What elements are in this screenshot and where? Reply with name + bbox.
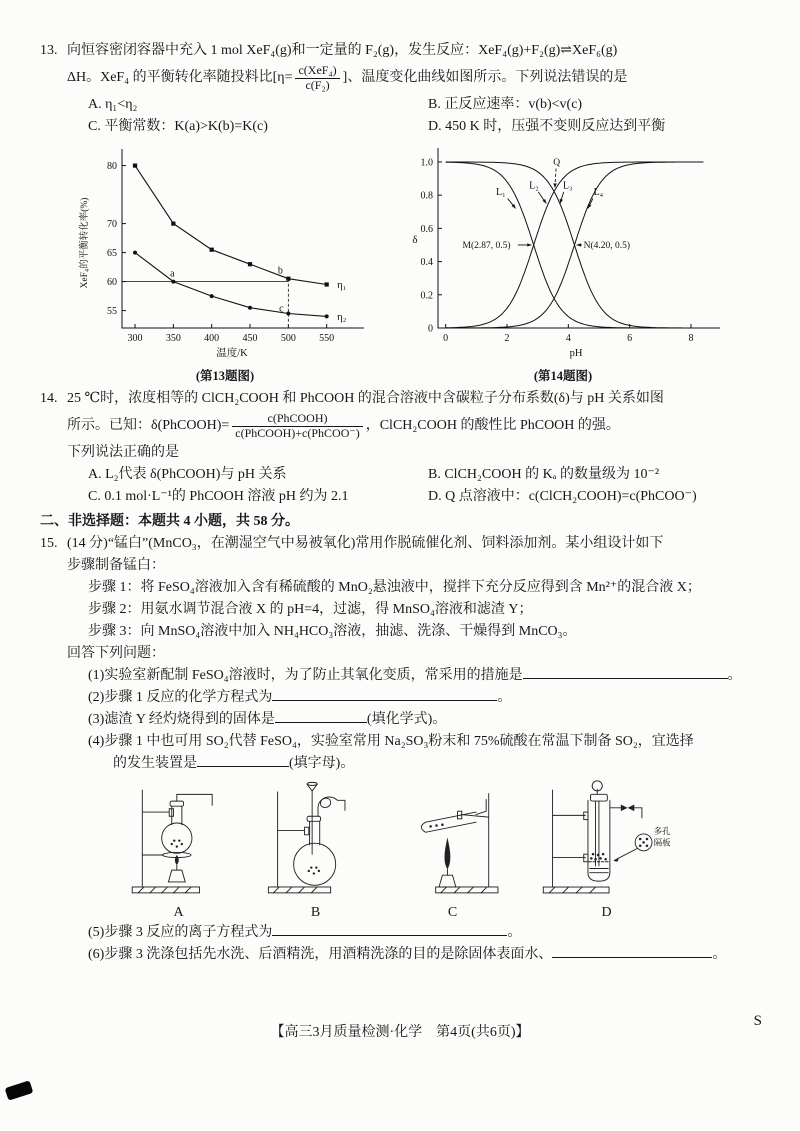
figure-14	[400, 142, 726, 384]
svg-text:450: 450	[242, 333, 258, 344]
apparatus-c	[402, 780, 503, 921]
answer-blank-2	[272, 687, 497, 701]
apparatus-b-diagram	[265, 780, 366, 898]
q15-step-3: 步骤 3：向 MnSO₄溶液中加入 NH₄HCO₃溶液，抽滤、洗涤、干燥得到 MnCO₃。	[88, 624, 577, 639]
svg-text:350: 350	[165, 333, 181, 344]
q15-sub4-text: 的发生装置是	[113, 756, 197, 771]
q13-fraction	[295, 64, 339, 93]
svg-text:δ: δ	[412, 234, 418, 246]
apparatus-a	[128, 780, 229, 921]
q15-sub4-post: (填字母)。	[289, 756, 355, 771]
svg-text:M(2.87, 0.5): M(2.87, 0.5)	[462, 240, 511, 251]
q13-line2-pre: ΔH。XeF₄ 的平衡转化率随投料比[η=	[67, 70, 293, 85]
svg-text:80: 80	[107, 161, 117, 173]
apparatus-b	[265, 780, 366, 921]
svg-text:300: 300	[127, 333, 143, 344]
svg-text:70: 70	[107, 219, 117, 231]
svg-text:温度/K: 温度/K	[216, 348, 248, 359]
q14-line2	[67, 410, 762, 442]
svg-text:L₃: L₃	[562, 180, 573, 192]
svg-text:550: 550	[319, 333, 335, 344]
q13-line1	[40, 40, 762, 62]
porous-plate-label-top: 多孔	[653, 825, 671, 836]
q14-options	[88, 464, 762, 508]
svg-text:L₄: L₄	[593, 187, 604, 199]
figures-row	[40, 142, 762, 384]
svg-text:65: 65	[107, 248, 117, 260]
q15-sub-1	[88, 665, 762, 687]
q15-sub-6	[88, 944, 762, 966]
question-14	[40, 388, 762, 508]
q15-sub-2	[88, 687, 762, 709]
apparatus-c-diagram	[402, 780, 503, 898]
svg-text:0.6: 0.6	[420, 223, 433, 235]
q13-frac-numerator: c(XeF₄)	[295, 64, 339, 79]
q14-line3: 下列说法正确的是	[67, 445, 179, 460]
apparatus-a-label: A	[173, 905, 184, 920]
apparatus-c-label: C	[447, 905, 458, 920]
apparatus-b-label: B	[310, 905, 321, 920]
q14-option-c: C. 0.1 mol·L⁻¹的 PhCOOH 溶液 pH 约为 2.1	[88, 489, 349, 504]
figure-13	[76, 142, 374, 384]
q15-sub1-text: (1)实验室新配制 FeSO₄溶液时，为了防止其氧化变质，常采用的措施是	[88, 668, 523, 683]
q15-sub-4-line2	[113, 753, 762, 775]
q15-intro-line1	[40, 533, 762, 555]
q15-number: 15.	[40, 536, 58, 551]
apparatus-d	[539, 780, 674, 921]
q15-sub3-text: (3)滤渣 Y 经灼烧得到的固体是	[88, 712, 275, 727]
q15-sub2-text: (2)步骤 1 反应的化学方程式为	[88, 690, 273, 705]
question-13	[40, 40, 762, 138]
svg-text:2: 2	[504, 333, 510, 344]
q13-option-b: B. 正反应速率：v(b)<v(c)	[428, 97, 583, 112]
section-2-header: 二、非选择题：本题共 4 小题，共 58 分。	[40, 514, 299, 529]
q15-sub1-post: 。	[727, 668, 742, 683]
q13-line1-text: 向恒容密闭容器中充入 1 mol XeF₄(g)和一定量的 F₂(g)，发生反应：XeF₄(g)+F₂(g)⇌XeF₆(g)	[67, 43, 618, 58]
q14-frac-numerator: c(PhCOOH)	[232, 412, 362, 427]
q14-number: 14.	[40, 391, 58, 406]
q13-option-d: D. 450 K 时，压强不变则反应达到平衡	[428, 119, 666, 134]
q13-options	[88, 94, 762, 138]
q13-option-c: C. 平衡常数：K(a)>K(b)=K(c)	[88, 119, 268, 134]
svg-text:0.8: 0.8	[420, 190, 433, 202]
q14-option-b: B. ClCH₂COOH 的 Kₐ 的数量级为 10⁻²	[428, 467, 660, 482]
svg-text:Q: Q	[553, 157, 561, 168]
q14-line1-text: 25 ℃时，浓度相等的 ClCH₂COOH 和 PhCOOH 的混合溶液中含碳粒子分布系数(δ)与 pH 关系如图	[67, 391, 664, 406]
apparatus-a-diagram	[128, 780, 229, 898]
q15-sub-4-line1: (4)步骤 1 中也可用 SO₂代替 FeSO₄，实验室常用 Na₂SO₃粉末和 75%硫酸在常温下制备 SO₂，宜选择	[88, 734, 694, 749]
q15-sub3-post: (填化学式)。	[366, 712, 447, 727]
apparatus-row	[40, 780, 762, 921]
apparatus-d-diagram	[539, 780, 674, 898]
svg-text:8: 8	[688, 333, 694, 344]
q14-line2-post: ，ClCH₂COOH 的酸性比 PhCOOH 的强。	[365, 418, 620, 433]
svg-text:500: 500	[280, 333, 296, 344]
svg-text:1.0: 1.0	[420, 157, 433, 169]
question-15	[40, 533, 762, 966]
svg-text:0.4: 0.4	[420, 257, 433, 269]
q15-sub6-text: (6)步骤 3 洗涤包括先水洗、后酒精洗，用酒精洗涤的目的是除固体表面水、	[88, 947, 553, 962]
figure-13-caption: (第13题图)	[195, 369, 255, 383]
svg-text:L₂: L₂	[529, 180, 539, 192]
q14-line1	[40, 388, 762, 410]
svg-text:η₁: η₁	[337, 280, 347, 291]
q13-line2-post: ]、温度变化曲线如图所示。下列说法错误的是	[342, 70, 628, 85]
svg-text:4: 4	[565, 333, 571, 344]
page-side-mark: S	[753, 1013, 762, 1029]
q15-step-2: 步骤 2：用氨水调节混合液 X 的 pH=4，过滤，得 MnSO₄溶液和滤渣 Y；	[88, 602, 533, 617]
svg-text:6: 6	[627, 333, 633, 344]
porous-plate-label-bottom: 隔板	[653, 837, 671, 848]
svg-text:N(4.20, 0.5): N(4.20, 0.5)	[583, 240, 631, 251]
svg-text:η₂: η₂	[337, 311, 347, 323]
q15-sub5-text: (5)步骤 3 反应的离子方程式为	[88, 925, 273, 940]
apparatus-d-label: D	[601, 905, 612, 920]
svg-text:a: a	[170, 268, 175, 280]
q15-sub-5	[88, 922, 762, 944]
svg-text:XeF₄的平衡转化率(%): XeF₄的平衡转化率(%)	[80, 197, 90, 289]
svg-text:0: 0	[428, 323, 433, 335]
q15-intro-line2: 步骤制备锰白：	[67, 558, 165, 573]
svg-text:400: 400	[204, 333, 220, 344]
q13-option-a: A. η₁<η₂	[88, 97, 138, 112]
q15-sub2-post: 。	[497, 690, 512, 705]
figure-13-plot	[76, 142, 374, 360]
scan-smudge	[5, 1080, 34, 1100]
answer-blank-5	[272, 922, 507, 936]
q13-line2	[67, 62, 762, 94]
q14-frac-denominator: c(PhCOOH)+c(PhCOO⁻)	[235, 425, 360, 440]
svg-text:pH: pH	[569, 348, 583, 359]
q15-sub6-post: 。	[712, 947, 727, 962]
svg-text:L₁: L₁	[496, 187, 506, 199]
q14-line2-pre: 所示。已知：δ(PhCOOH)=	[67, 418, 230, 433]
answer-blank-3	[275, 709, 367, 723]
page-footer: 【高三3月质量检测·化学 第4页(共6页)】	[270, 1025, 530, 1040]
q15-sub5-post: 。	[507, 925, 522, 940]
svg-text:60: 60	[107, 277, 117, 289]
q15-intro1-text: (14 分)“锰白”(MnCO₃，在潮湿空气中易被氧化)常用作脱硫催化剂、饲料添加剂。某小组设计如下	[67, 536, 664, 551]
q15-answer-heading: 回答下列问题：	[67, 646, 165, 661]
answer-blank-6	[552, 944, 712, 958]
svg-text:55: 55	[107, 306, 117, 318]
q15-sub-3	[88, 709, 762, 731]
figure-14-plot	[400, 142, 726, 360]
svg-text:0: 0	[443, 333, 449, 344]
q14-option-d: D. Q 点溶液中：c(ClCH₂COOH)=c(PhCOO⁻)	[428, 489, 697, 504]
figure-14-caption: (第14题图)	[533, 369, 593, 383]
answer-blank-4	[197, 753, 289, 767]
svg-text:c: c	[279, 303, 284, 315]
q14-option-a: A. L₂代表 δ(PhCOOH)与 pH 关系	[88, 467, 287, 482]
q13-frac-denominator: c(F₂)	[305, 77, 330, 92]
answer-blank-1	[523, 665, 728, 679]
q14-fraction	[232, 412, 362, 441]
q13-number: 13.	[40, 43, 58, 58]
svg-text:b: b	[277, 265, 283, 277]
q15-step-1: 步骤 1：将 FeSO₄溶液加入含有稀硫酸的 MnO₂悬浊液中，搅拌下充分反应得到含 Mn²⁺的混合液 X；	[88, 580, 701, 595]
svg-text:0.2: 0.2	[420, 290, 433, 302]
